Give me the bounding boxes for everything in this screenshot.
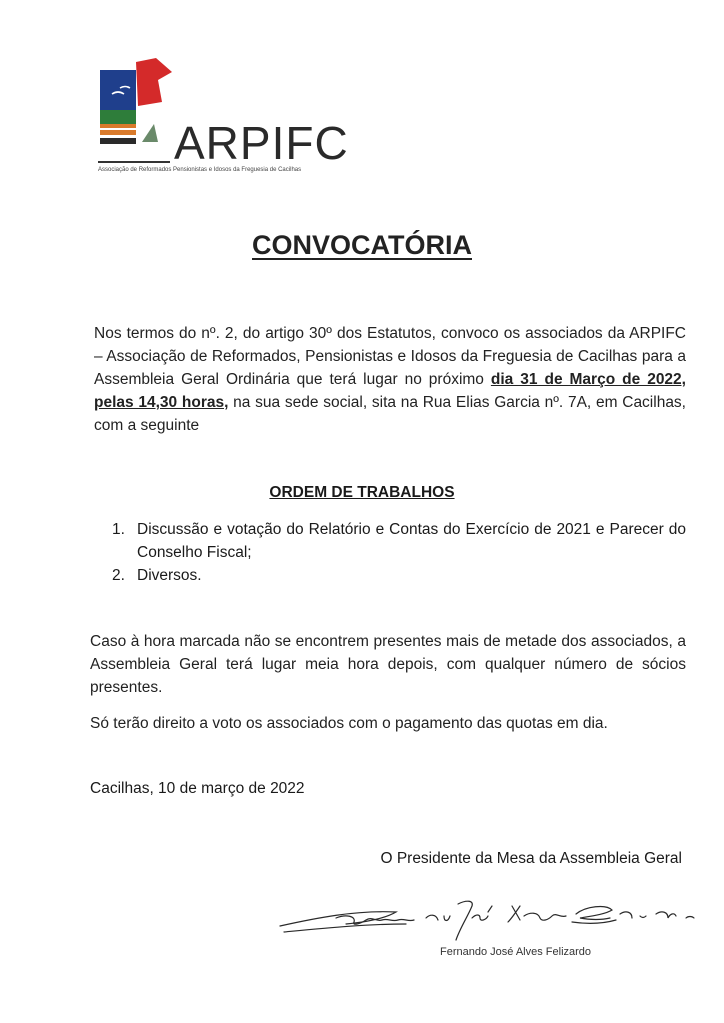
agenda-item-text: Diversos.	[137, 567, 202, 584]
intro-text-b: na sua sede social, sita na Rua Elias Garcia nº. 7A, em Cacilhas, com a seguinte	[94, 394, 686, 434]
logo-mark-icon	[98, 58, 178, 158]
document-title-text: CONVOCATÓRIA	[252, 230, 472, 260]
agenda-item-number: 2.	[112, 567, 125, 584]
place-date: Cacilhas, 10 de março de 2022	[90, 780, 305, 797]
agenda-item-text: Discussão e votação do Relatório e Contas do Exercício de 2021 e Parecer do Conselho Fiscal;	[137, 521, 686, 561]
logo-subtitle: Associação de Reformados Pensionistas e Idosos da Freguesia de Cacilhas	[98, 167, 302, 173]
quorum-note: Caso à hora marcada não se encontrem presentes mais de metade dos associados, a Assembleia Geral terá lugar meia hora depois, com qualquer número de sócios presentes.	[90, 633, 686, 696]
signature-icon	[276, 888, 716, 948]
logo-underline	[98, 161, 170, 163]
agenda-item-number: 1.	[112, 521, 125, 538]
document-title	[0, 230, 724, 261]
agenda-item	[112, 518, 686, 564]
logo-text: ARPIFC	[174, 117, 349, 169]
intro-text-a: Nos termos do nº. 2, do artigo 30º dos Estatutos, convoco os associados da ARPIFC – Associação de Reformados, Pensionistas e Idosos da Freguesia de Cacilhas para a Assembleia Geral Ordinária que terá lugar no próximo	[94, 325, 686, 388]
agenda-item	[112, 564, 686, 587]
intro-paragraph	[94, 322, 686, 437]
agenda-list	[112, 518, 686, 587]
meeting-date-time: dia 31 de Março de 2022, pelas 14,30 horas,	[94, 371, 686, 411]
signatory-role: O Presidente da Mesa da Assembleia Geral	[380, 850, 682, 867]
signatory-name: Fernando José Alves Felizardo	[440, 946, 592, 958]
agenda-heading: ORDEM DE TRABALHOS	[269, 484, 455, 501]
voting-note: Só terão direito a voto os associados com o pagamento das quotas em dia.	[90, 715, 608, 732]
logo	[98, 58, 358, 178]
